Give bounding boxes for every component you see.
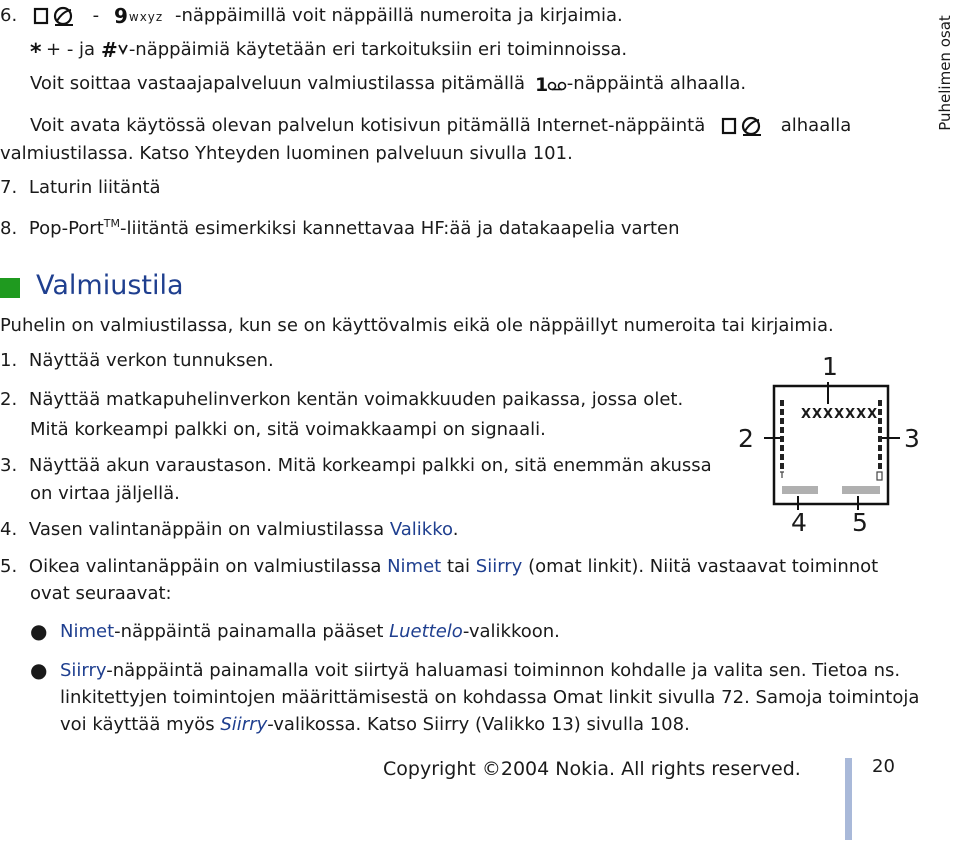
bullet-2-line-1 [60,659,900,683]
item-8-text-a: Pop-Port [28,218,104,239]
side-tab [932,8,958,138]
hash-key-icon [101,39,129,61]
list-item-4-number: 4. [0,519,18,540]
right-softkey-bar [842,486,880,494]
side-tab-label: Puhelimen osat [936,15,954,131]
list-item-5 [0,555,878,579]
item-8-text-b: -liitäntä esimerkiksi kannettavaa HF:ää ja datakaapelia varten [119,218,680,239]
item-6-text: -näppäimillä voit näppäillä numeroita ja kirjaimia. [174,5,623,26]
list-item-4-text-b: . [452,519,459,540]
key-9-icon [113,5,129,27]
siirry-link[interactable]: Siirry [475,556,523,577]
bullet-2-line-3-b: -valikossa. Katso Siirry (Valikko 13) sivulla 108. [267,714,690,735]
list-item-5-mid: tai [441,556,476,577]
callout-5: 5 [852,508,868,537]
item-6-line-4 [30,114,851,138]
list-item-2-number: 2. [0,389,18,410]
callout-1: 1 [822,352,838,381]
item-8 [0,212,680,241]
bullet-2-text-a: -näppäintä painamalla voit siirtyä haluamasi toiminnon kohdalle ja valita sen. Tietoa ns. [106,660,901,681]
bullet-2-line-3 [60,713,690,737]
list-item-5-text-b: (omat linkit). Niitä vastaavat toiminnot [522,556,879,577]
item-6-line-2 [30,38,627,62]
nimet-link[interactable]: Nimet [60,621,115,642]
svg-text:1: 1 [534,74,549,95]
item-6-line-3-a: Voit soittaa vastaajapalveluun valmiustilassa pitämällä [30,73,526,94]
siirry-link[interactable]: Siirry [60,660,107,681]
list-item-2-line-2: Mitä korkeampi palkki on, sitä voimakkaampi on signaali. [30,419,546,440]
luettelo-link[interactable]: Luettelo [389,621,463,642]
callout-3: 3 [904,424,920,453]
list-item-3-line-2: on virtaa jäljellä. [30,483,180,504]
nimet-link[interactable]: Nimet [387,556,442,577]
internet-key-icon [33,5,79,27]
voicemail-key-icon [535,73,567,95]
section-intro: Puhelin on valmiustilassa, kun se on käyttövalmis eikä ole näppäillyt numeroita tai kirjaimia. [0,315,834,336]
page-number: 20 [872,756,895,777]
list-item-5-line-2: ovat seuraavat: [30,583,172,604]
trademark: TM [103,217,120,230]
item-6-line-1 [0,4,623,29]
item-6-line-3 [30,72,746,96]
item-6-line-3-b: -näppäintä alhaalla. [566,73,747,94]
item-7-text: Laturin liitäntä [28,177,161,198]
list-item-2 [0,388,683,412]
item-6-dash: - [92,5,100,26]
list-item-1 [0,349,274,373]
bullet-1-text-a: -näppäintä painamalla pääset [114,621,390,642]
callout-4: 4 [791,508,807,537]
internet-key-icon [721,115,767,137]
section-title: Valmiustila [36,270,184,301]
svg-text:*: * [30,40,42,61]
list-item-1-text: Näyttää verkon tunnuksen. [28,350,274,371]
list-item-5-number: 5. [0,556,18,577]
svg-text:9: 9 [113,5,128,27]
item-8-number: 8. [0,218,18,239]
section-marker [0,278,20,298]
bullet-2-line-2: linkitettyjen toimintojen määrittämisestä on kohdassa Omat linkit sivulla 72. Samoja toimintoja [60,687,920,708]
item-6-line-5: valmiustilassa. Katso Yhteyden luominen palveluun sivulla 101. [0,143,573,164]
star-key-icon [30,39,46,61]
bullet-1-text-b: -valikkoon. [462,621,560,642]
bullet-dot: ● [30,619,48,643]
item-6-line-2-rest: -näppäimiä käytetään eri tarkoituksiin eri toiminnoissa. [128,39,628,60]
list-item-2-line-1: Näyttää matkapuhelinverkon kentän voimakkuuden paikassa, jossa olet. [28,389,684,410]
list-item-3-line-1: Näyttää akun varaustason. Mitä korkeampi palkki on, sitä enemmän akussa [28,455,712,476]
item-6-number: 6. [0,5,18,26]
list-item-5-text-a: Oikea valintanäppäin on valmiustilassa [28,556,388,577]
svg-text:#: # [100,39,118,61]
bullet-1 [60,620,560,644]
item-7 [0,176,161,200]
list-item-3-number: 3. [0,455,18,476]
valikko-link[interactable]: Valikko [389,519,453,540]
item-6-line-4-b: alhaalla [780,115,852,136]
siirry-menu-link[interactable]: Siirry [220,714,268,735]
bullet-2-line-3-a: voi käyttää myös [60,714,221,735]
star-key-text: + [46,39,62,60]
copyright: Copyright ©2004 Nokia. All rights reserved. [383,758,801,780]
list-item-4 [0,518,458,542]
standby-diagram [730,352,930,542]
callout-2: 2 [738,424,754,453]
bullet-dot: ● [30,658,48,682]
footer-bar [845,758,852,840]
item-6-line-2-mid: - ja [66,39,96,60]
key-9-letters: wxyz [128,10,164,24]
list-item-4-text-a: Vasen valintanäppäin on valmiustilassa [28,519,390,540]
operator-name: XXXXXXX [801,407,879,422]
item-7-number: 7. [0,177,18,198]
list-item-1-number: 1. [0,350,18,371]
item-6-line-4-a: Voit avata käytössä olevan palvelun kotisivun pitämällä Internet-näppäintä [30,115,706,136]
left-softkey-bar [782,486,818,494]
list-item-3 [0,454,712,478]
